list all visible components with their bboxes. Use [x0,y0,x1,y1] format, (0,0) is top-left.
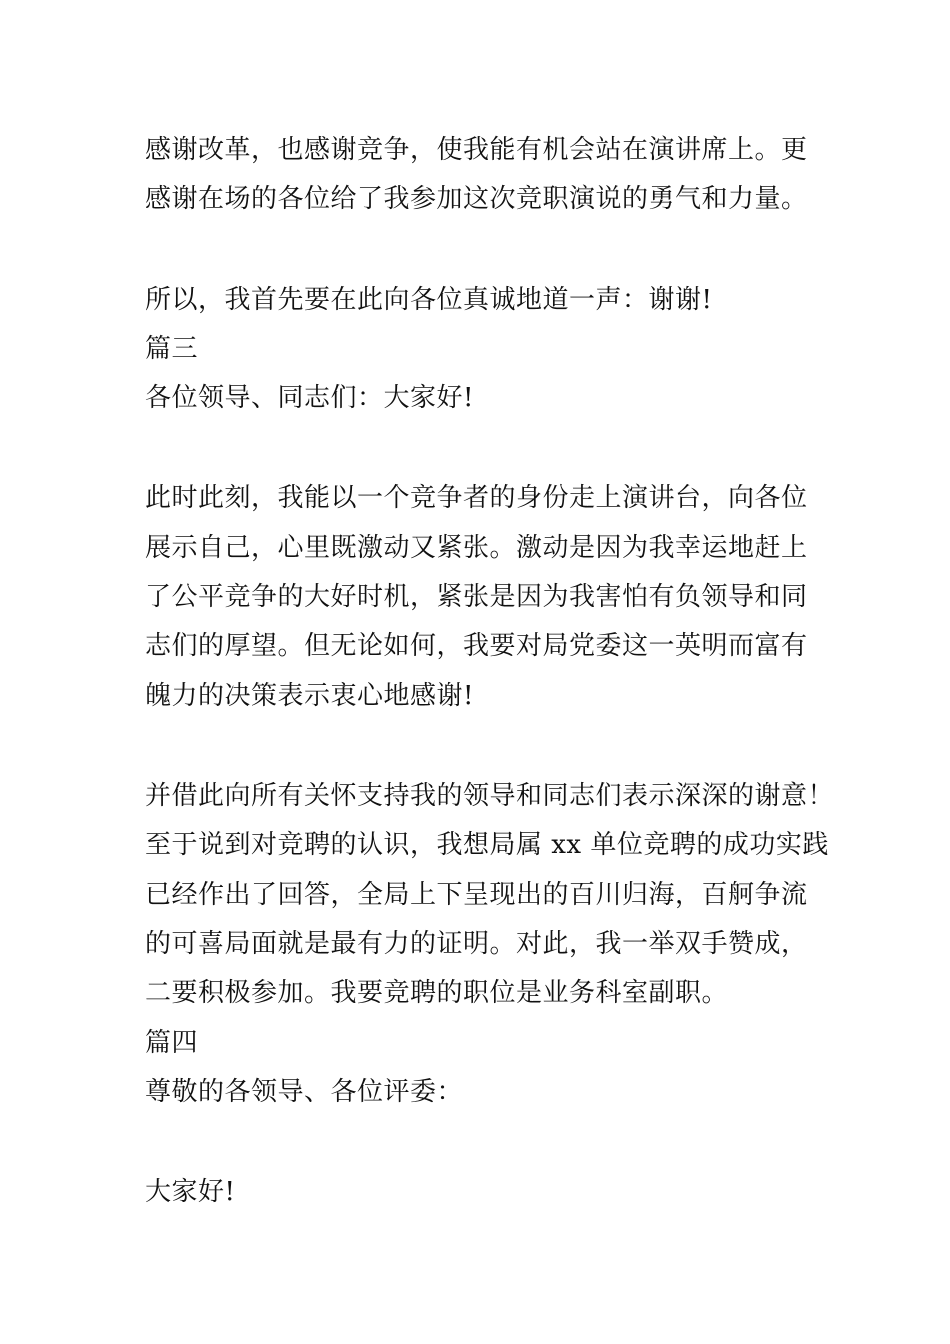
text-line: 已经作出了回答，全局上下呈现出的百川归海，百舸争流 [145,880,808,910]
text-line: 所以，我首先要在此向各位真诚地道一声：谢谢! [145,285,713,315]
section-heading: 篇四 [145,1028,199,1058]
text-line: 二要积极参加。我要竞聘的职位是业务科室副职。 [145,978,729,1008]
greeting-line: 大家好! [145,1177,236,1207]
section-heading: 篇三 [145,334,199,364]
text-line: 感谢在场的各位给了我参加这次竞职演说的勇气和力量。 [145,184,808,214]
greeting-line: 各位领导、同志们：大家好! [145,383,474,413]
text-line: 至于说到对竞聘的认识，我想局属 xx 单位竞聘的成功实践 [145,830,829,860]
text-line: 感谢改革，也感谢竞争，使我能有机会站在演讲席上。更 [145,135,808,165]
text-line: 志们的厚望。但无论如何，我要对局党委这一英明而富有 [145,631,808,661]
text-line: 此时此刻，我能以一个竞争者的身份走上演讲台，向各位 [145,483,808,513]
text-line: 了公平竞争的大好时机，紧张是因为我害怕有负领导和同 [145,582,808,612]
greeting-line: 尊敬的各领导、各位评委： [145,1077,464,1107]
text-line: 并借此向所有关怀支持我的领导和同志们表示深深的谢意！ [145,781,835,811]
text-line: 的可喜局面就是最有力的证明。对此，我一举双手赞成， [145,929,808,959]
text-line: 魄力的决策表示衷心地感谢! [145,681,474,711]
text-line: 展示自己，心里既激动又紧张。激动是因为我幸运地赶上 [145,533,808,563]
